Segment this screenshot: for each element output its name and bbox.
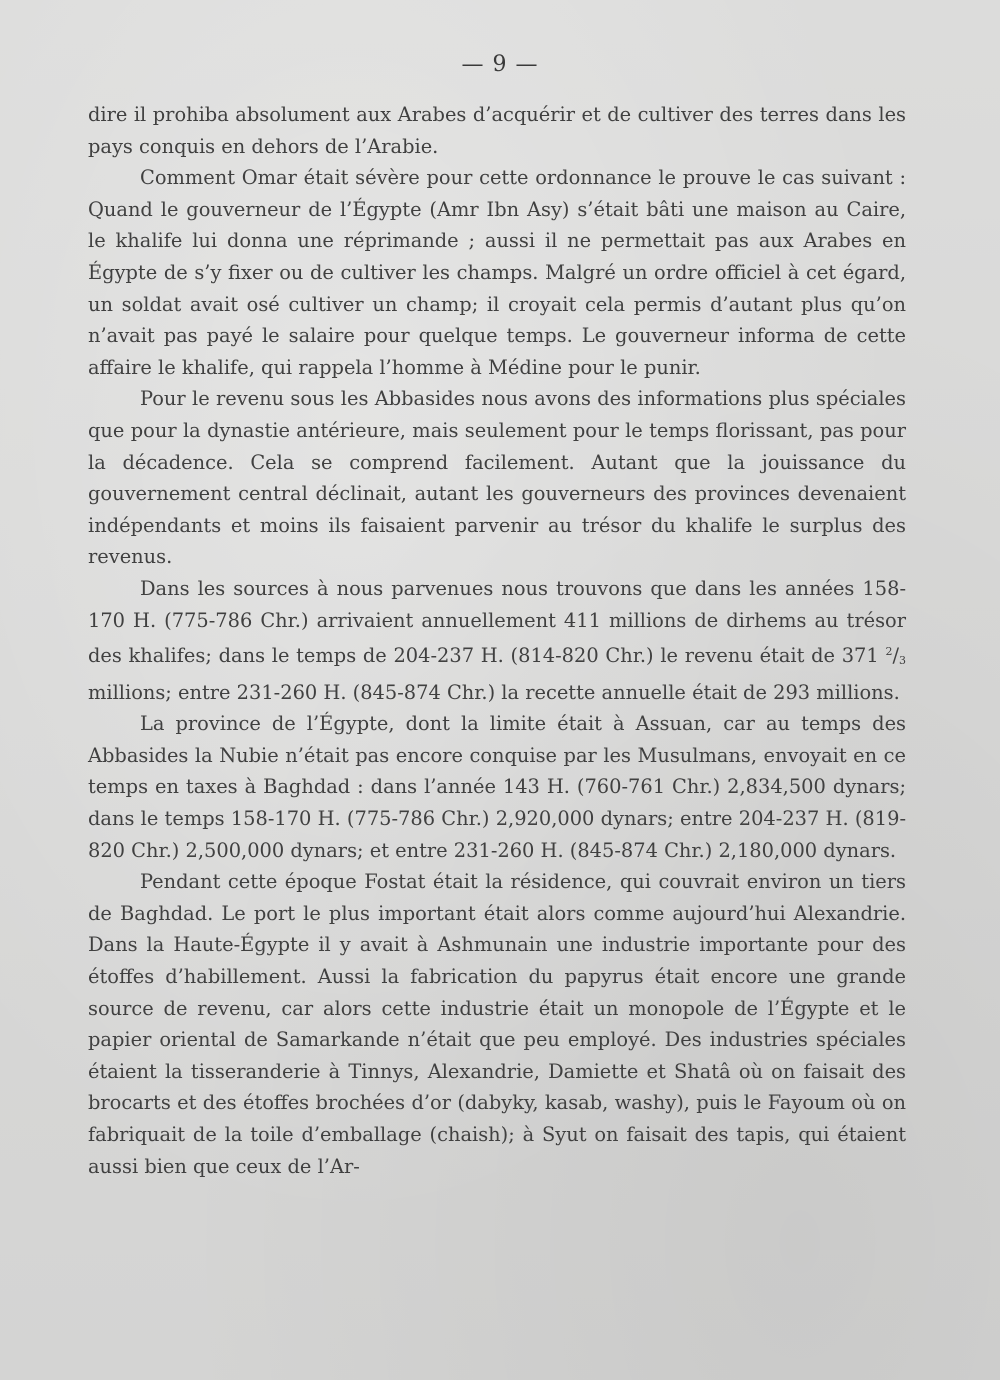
- fraction-slash: /: [892, 644, 899, 668]
- paragraph-2: Comment Omar était sévère pour cette ordonnance le prouve le cas suivant : Quand le gouverneur de l’Égypte (Amr Ibn Asy) s’était bâti une maison au Caire, le khalife lui donna une réprimande ; aussi il ne permettait pas aux Arabes en Égypte de s’y fixer ou de cultiver les champs. Malgré un ordre officiel à cet égard, un soldat avait osé cultiver un champ; il croyait cela permis d’autant plus qu’on n’avait pas payé le salaire pour quelque temps. Le gouverneur informa de cette affaire le khalife, qui rappela l’homme à Médine pour le punir.: [88, 166, 906, 379]
- paragraph-6: Pendant cette époque Fostat était la résidence, qui couvrait environ un tiers de Baghdad. Le port le plus important était alors comme aujourd’hui Alexandrie. Dans la Haute-Égypte il y avait à Ashmunain une industrie importante pour des étoffes d’habillement. Aussi la fabrication du papyrus était encore une grande source de revenu, car alors cette industrie était un monopole de l’Égypte et le papier oriental de Samarkande n’était que peu employé. Des industries spéciales étaient la tisseranderie à Tinnys, Alexandrie, Damiette et Shatâ où on faisait des brocarts et des étoffes brochées d’or (dabyky, kasab, washy), puis le Fayoum où on fabriquait de la toile d’emballage (chaish); à Syut on faisait des tapis, qui étaient aussi bien que ceux de l’Ar-: [88, 870, 906, 1178]
- fraction-denominator: 3: [899, 654, 906, 668]
- paragraph-4-text-b: millions; entre 231-260 H. (845-874 Chr.) la recette annuelle était de 293 millions.: [88, 680, 900, 704]
- paragraph-4: [88, 573, 906, 708]
- paragraph-3: Pour le revenu sous les Abbasides nous avons des informations plus spéciales que pour la dynastie antérieure, mais seulement pour le temps florissant, pas pour la décadence. Cela se comprend facilement. Autant que la jouissance du gouvernement central déclinait, autant les gouverneurs des provinces devenaient indépendants et moins ils faisaient parvenir au trésor du khalife le surplus des revenus.: [88, 387, 906, 569]
- page-number: — 9 —: [461, 52, 539, 77]
- fraction-numerator: 2: [885, 645, 893, 659]
- paragraph-5: La province de l’Égypte, dont la limite était à Assuan, car au temps des Abbasides la Nubie n’était pas encore conquise par les Musulmans, envoyait en ce temps en taxes à Baghdad : dans l’année 143 H. (760-761 Chr.) 2,834,500 dynars; dans le temps 158-170 H. (775-786 Chr.) 2,920,000 dynars; entre 204-237 H. (819-820 Chr.) 2,500,000 dynars; et entre 231-260 H. (845-874 Chr.) 2,180,000 dynars.: [88, 712, 906, 862]
- body-text: [88, 99, 906, 1182]
- paragraph-4-text-a: Dans les sources à nous parvenues nous trouvons que dans les années 158-170 H. (775-786 Chr.) arrivaient annuellement 411 millions de dirhems au trésor des khalifes; dans le temps de 204-237 H. (814-820 Chr.) le revenu était de 371: [88, 576, 906, 668]
- paragraph-1: dire il prohiba absolument aux Arabes d’acquérir et de cultiver des terres dans les pays conquis en dehors de l’Arabie.: [88, 103, 906, 158]
